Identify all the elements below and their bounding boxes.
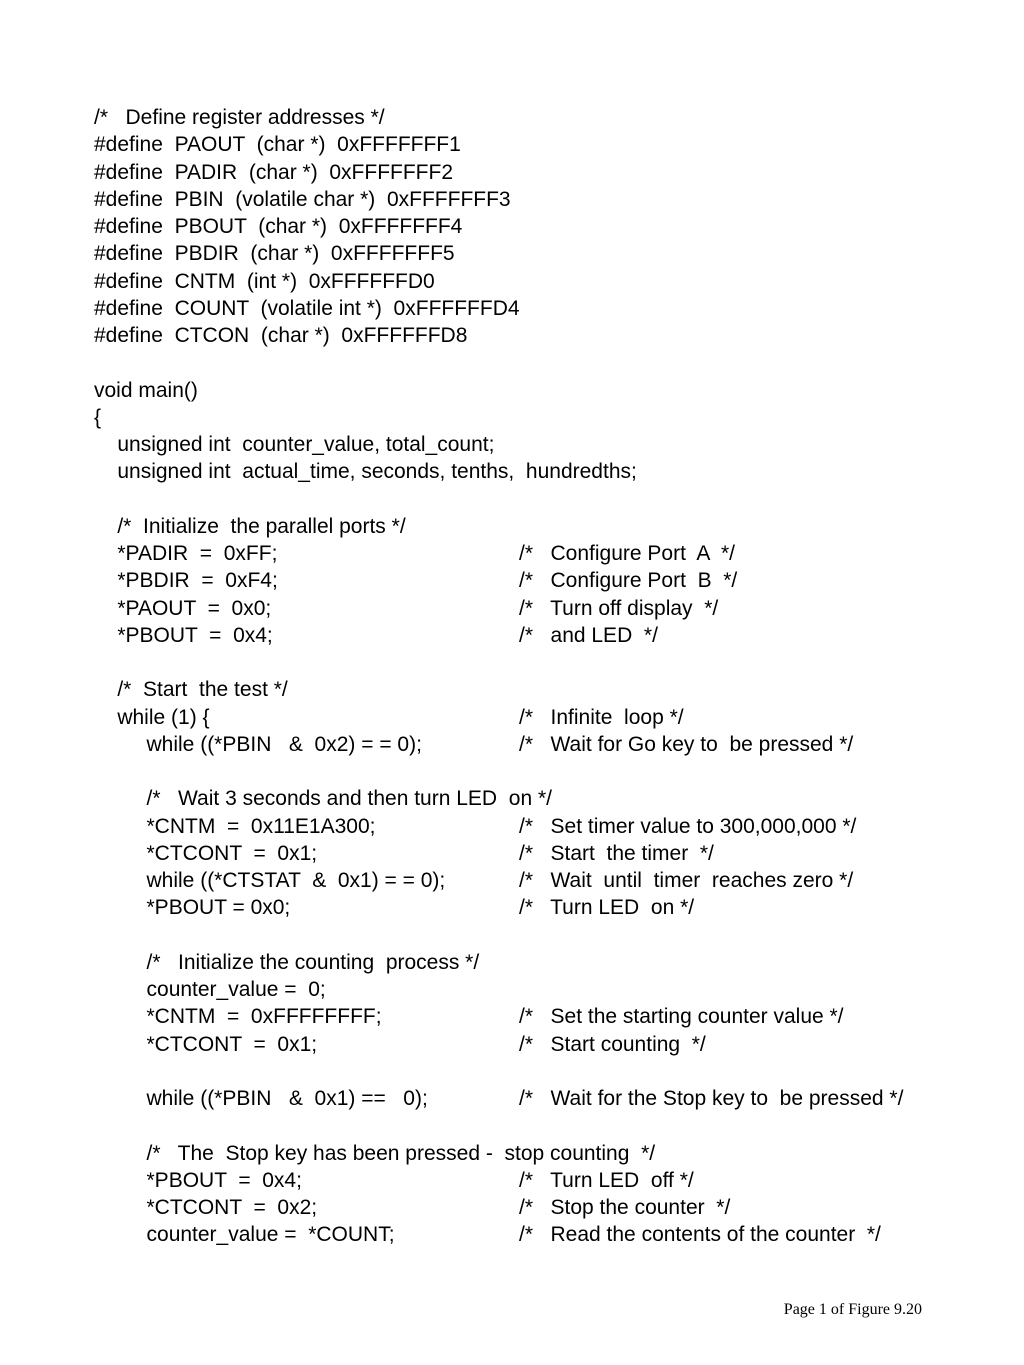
code-comment: /* Set timer value to 300,000,000 */ xyxy=(519,814,857,838)
page-footer: Page 1 of Figure 9.20 xyxy=(783,1301,922,1318)
code-line: #define CTCON (char *) 0xFFFFFFD8 xyxy=(94,324,468,347)
code-line: *CTCONT = 0x1; xyxy=(94,841,318,865)
code-line: *PBOUT = 0x4; xyxy=(94,1168,302,1192)
code-comment: /* Configure Port B */ xyxy=(519,569,738,593)
code-line: #define COUNT (volatile int *) 0xFFFFFFD4 xyxy=(94,296,520,320)
code-line: /* Start the test */ xyxy=(94,678,288,702)
code-line: *CTCONT = 0x2; xyxy=(94,1196,318,1219)
code-line: *PBDIR = 0xF4; xyxy=(94,569,278,593)
code-comment: /* Turn LED on */ xyxy=(519,896,695,920)
code-line: #define PAOUT (char *) 0xFFFFFFF1 xyxy=(94,133,461,157)
code-comment: /* Start the timer */ xyxy=(519,841,714,865)
code-line: unsigned int actual_time, seconds, tenths, hundredths; xyxy=(94,460,637,484)
code-line: *PBOUT = 0x0; xyxy=(94,896,291,920)
code-line: /* Initialize the parallel ports */ xyxy=(94,514,406,538)
code-line: #define PBOUT (char *) 0xFFFFFFF4 xyxy=(94,215,463,238)
code-line: while ((*CTSTAT & 0x1) = = 0); xyxy=(94,869,446,892)
code-line: *CNTM = 0xFFFFFFFF; xyxy=(94,1005,382,1029)
code-line: #define CNTM (int *) 0xFFFFFFD0 xyxy=(94,269,435,293)
code-line: counter_value = *COUNT; xyxy=(94,1223,395,1247)
code-comment: /* Set the starting counter value */ xyxy=(519,1005,844,1029)
code-comment: /* Start counting */ xyxy=(519,1032,706,1056)
code-line: *CTCONT = 0x1; xyxy=(94,1032,318,1056)
code-comment: /* and LED */ xyxy=(519,623,658,647)
code-line: #define PBDIR (char *) 0xFFFFFFF5 xyxy=(94,242,455,266)
code-comment: /* Read the contents of the counter */ xyxy=(519,1223,881,1247)
code-comment: /* Infinite loop */ xyxy=(519,705,684,729)
code-comment: /* Wait until timer reaches zero */ xyxy=(519,869,854,892)
code-comment: /* Stop the counter */ xyxy=(519,1196,731,1219)
code-line: { xyxy=(94,405,102,429)
code-comment: /* Configure Port A */ xyxy=(519,542,735,565)
code-line: /* Define register addresses */ xyxy=(94,106,385,129)
code-line: unsigned int counter_value, total_count; xyxy=(94,433,495,456)
code-line: *PADIR = 0xFF; xyxy=(94,542,278,565)
code-line: *PBOUT = 0x4; xyxy=(94,623,273,647)
code-line: void main() xyxy=(94,378,198,402)
code-line: *PAOUT = 0x0; xyxy=(94,596,272,620)
code-line: #define PADIR (char *) 0xFFFFFFF2 xyxy=(94,160,454,184)
code-line: #define PBIN (volatile char *) 0xFFFFFFF3 xyxy=(94,187,511,211)
code-line: while ((*PBIN & 0x2) = = 0); xyxy=(94,732,422,756)
code-line: *CNTM = 0x11E1A300; xyxy=(94,814,376,838)
code-line: /* The Stop key has been pressed - stop counting */ xyxy=(94,1141,656,1165)
code-line: counter_value = 0; xyxy=(94,978,326,1001)
code-line: while ((*PBIN & 0x1) == 0); xyxy=(94,1087,428,1110)
code-comment: /* Turn off display */ xyxy=(519,596,719,620)
code-comment: /* Turn LED off */ xyxy=(519,1168,694,1192)
code-comment: /* Wait for the Stop key to be pressed */ xyxy=(519,1087,904,1110)
code-line: /* Wait 3 seconds and then turn LED on */ xyxy=(94,787,552,811)
code-line: /* Initialize the counting process */ xyxy=(94,950,480,974)
code-line: while (1) { xyxy=(94,705,210,729)
code-comment: /* Wait for Go key to be pressed */ xyxy=(519,732,854,756)
